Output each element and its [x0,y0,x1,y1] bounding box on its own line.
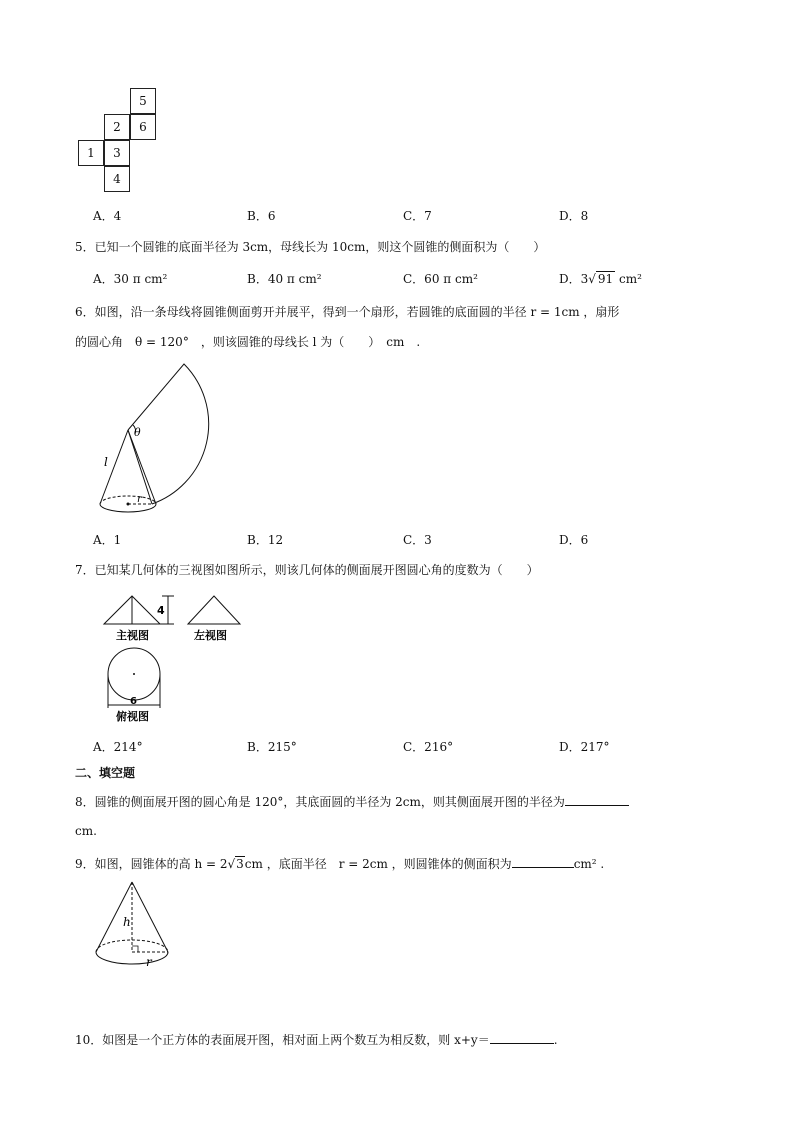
net-cell: 1 [78,140,104,166]
top-view-center [133,673,135,675]
net-cell: 5 [130,88,156,114]
option-c[interactable]: C．3 [403,533,432,547]
slant-label: l [104,455,108,469]
question-9 [75,855,604,872]
top-view-label: 俯视图 [116,710,149,723]
answer-blank[interactable] [512,855,574,868]
q10-text: 10．如图是一个正方体的表面展开图，相对面上两个数互为相反数，则 x+y＝ [75,1033,490,1047]
option-b[interactable]: B．12 [247,533,284,547]
option-a[interactable]: A．214° [93,740,143,754]
net-cell: 3 [104,140,130,166]
option-a[interactable]: A．30 π cm² [93,272,168,286]
left-view-triangle [188,596,240,624]
cone-figure [92,878,178,972]
question-8-line1 [75,793,629,810]
sqrt-sign: √ [227,857,236,871]
option-b[interactable]: B．215° [247,740,297,754]
theta-label: θ [134,426,141,439]
q9-middle: cm ，底面半径 r = 2cm ，则圆锥体的侧面积为 [244,857,512,871]
question-10 [75,1031,558,1048]
option-a[interactable]: A．1 [93,533,122,547]
radius-label: r [137,494,142,505]
net-cell: 2 [104,114,130,140]
option-b[interactable]: B．40 π cm² [247,272,322,286]
sector-edge [128,430,152,504]
q9-prefix: 9．如图，圆锥体的高 h = 2 [75,857,228,871]
sqrt-sign: √ [588,272,596,286]
option-a[interactable]: A．4 [93,209,122,223]
question-7: 7．已知某几何体的三视图如图所示，则该几何体的侧面展开图圆心角的度数为（ ） [75,563,539,577]
answer-blank[interactable] [565,793,629,806]
radius-label: r [146,955,152,969]
option-c[interactable]: C．7 [403,209,432,223]
cone-unfold-figure [90,358,230,523]
option-d-unit: cm² [619,272,642,286]
option-d[interactable]: D．217° [559,740,610,754]
q9-suffix: cm² . [573,857,605,871]
sqrt-radicand: 91 [597,272,614,286]
height-value: 4 [157,604,165,617]
question-8-line2: cm. [75,824,97,838]
q10-end: . [553,1033,558,1047]
net-cell: 4 [104,166,130,192]
three-views-figure [96,588,246,728]
diameter-value: 6 [130,696,137,707]
option-c[interactable]: C．216° [403,740,454,754]
cube-net-figure [78,88,160,194]
question-6-line1: 6．如图，沿一条母线将圆锥侧面剪开并展平，得到一个扇形，若圆锥的底面圆的半径 r = 1cm ，扇形 [75,305,620,319]
question-5: 5．已知一个圆锥的底面半径为 3cm，母线长为 10cm，则这个圆锥的侧面积为（ ） [75,240,546,254]
option-d-coef: D．3 [559,272,589,286]
cone-base-front [96,952,168,964]
option-c[interactable]: C．60 π cm² [403,272,478,286]
right-angle-mark [132,946,138,952]
option-d[interactable] [559,271,642,287]
sqrt-radicand: 3 [236,857,244,871]
option-b[interactable]: B．6 [247,209,276,223]
question-6-line2: 的圆心角 θ = 120° ，则该圆锥的母线长 l 为（ ） cm . [75,335,421,349]
center-dot [127,503,130,506]
left-view-label: 左视图 [194,629,227,642]
front-view-label: 主视图 [116,629,149,642]
height-label: h [123,915,131,929]
answer-blank[interactable] [490,1031,554,1044]
net-cell: 6 [130,114,156,140]
option-d[interactable]: D．6 [559,533,589,547]
cone-right-edge [128,430,156,504]
section-title-fill-blank: 二、填空题 [75,766,136,780]
q8-text: 8．圆锥的侧面展开图的圆心角是 120°，其底面圆的半径为 2cm，则其侧面展开图的半径为 [75,795,565,809]
option-d[interactable]: D．8 [559,209,589,223]
